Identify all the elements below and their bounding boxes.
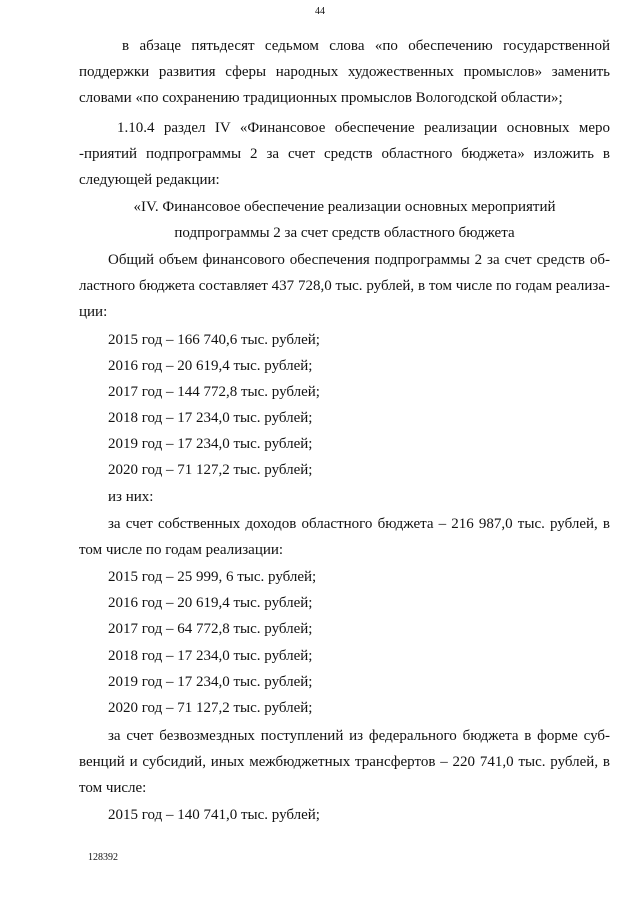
list-item: 2017 год – 144 772,8 тыс. рублей; xyxy=(108,384,320,400)
paragraph-line: следующей редакции: xyxy=(79,172,220,188)
list-item: 2020 год – 71 127,2 тыс. рублей; xyxy=(108,700,313,716)
paragraph-line: ластного бюджета составляет 437 728,0 тыс. рублей, в том числе по годам реализа- xyxy=(79,278,610,294)
list-item: 2019 год – 17 234,0 тыс. рублей; xyxy=(108,436,313,452)
page-number: 44 xyxy=(315,6,325,17)
list-item: 2016 год – 20 619,4 тыс. рублей; xyxy=(108,595,313,611)
list-item: 2020 год – 71 127,2 тыс. рублей; xyxy=(108,462,313,478)
list-item: 2015 год – 25 999, 6 тыс. рублей; xyxy=(108,569,317,585)
paragraph-line: из них: xyxy=(108,489,154,505)
paragraph-line: в абзаце пятьдесят седьмом слова «по обеспечению государственной xyxy=(122,38,610,54)
paragraph-line: венций и субсидий, иных межбюджетных трансфертов – 220 741,0 тыс. рублей, в xyxy=(79,754,610,770)
paragraph-line: Общий объем финансового обеспечения подпрограммы 2 за счет средств об- xyxy=(108,252,610,268)
paragraph-line: ции: xyxy=(79,304,108,320)
list-item: 2019 год – 17 234,0 тыс. рублей; xyxy=(108,674,313,690)
list-item: 2015 год – 140 741,0 тыс. рублей; xyxy=(108,807,320,823)
paragraph-line: том числе по годам реализации: xyxy=(79,542,284,558)
list-item: 2016 год – 20 619,4 тыс. рублей; xyxy=(108,358,313,374)
list-item: 2018 год – 17 234,0 тыс. рублей; xyxy=(108,648,313,664)
list-item: 2015 год – 166 740,6 тыс. рублей; xyxy=(108,332,320,348)
paragraph-line: за счет безвозмездных поступлений из федерального бюджета в форме суб- xyxy=(108,728,610,744)
paragraph-line: поддержки развития сферы народных художественных промыслов» заменить xyxy=(79,64,610,80)
list-item: 2018 год – 17 234,0 тыс. рублей; xyxy=(108,410,313,426)
list-item: 2017 год – 64 772,8 тыс. рублей; xyxy=(108,621,313,637)
paragraph-line: за счет собственных доходов областного бюджета – 216 987,0 тыс. рублей, в xyxy=(108,516,610,532)
paragraph-line: -приятий подпрограммы 2 за счет средств областного бюджета» изложить в xyxy=(79,146,610,162)
footer-code: 128392 xyxy=(88,852,118,863)
paragraph-line: 1.10.4 раздел IV «Финансовое обеспечение реализации основных меро xyxy=(117,120,610,136)
section-heading: «IV. Финансовое обеспечение реализации основных мероприятий xyxy=(133,199,556,215)
paragraph-line: том числе: xyxy=(79,780,147,796)
section-heading: подпрограммы 2 за счет средств областного бюджета xyxy=(174,225,515,241)
paragraph-line: словами «по сохранению традиционных промыслов Вологодской области»; xyxy=(79,90,563,106)
